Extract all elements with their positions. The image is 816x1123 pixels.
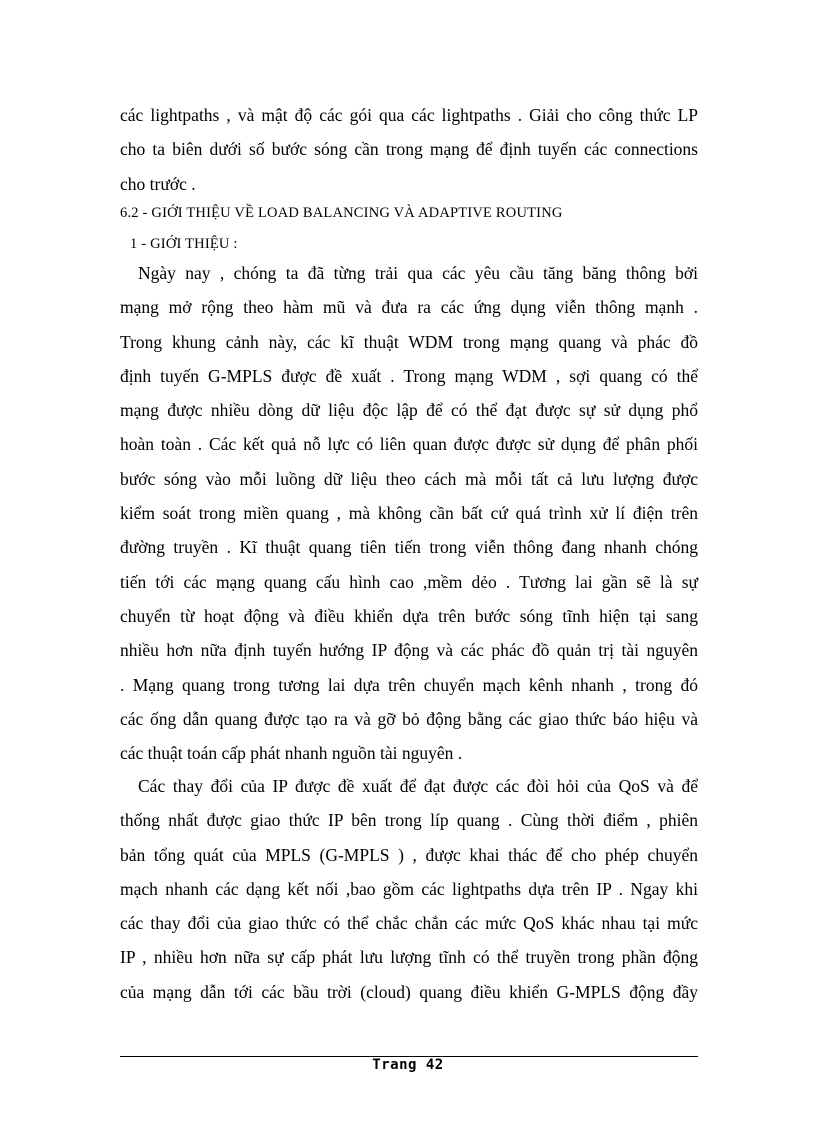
subsection-heading: 1 - GIỚI THIỆU :: [130, 236, 238, 252]
text-line: Ngày nay , chóng ta đã từng trải qua các yêu cầu tăng băng thông bởi: [138, 263, 698, 283]
text-line: Các thay đổi của IP được đề xuất để đạt được các đòi hỏi của QoS và để: [138, 776, 698, 796]
text-line: IP , nhiều hơn nữa sự cấp phát lưu lượng tĩnh có thể truyền trong phần động: [120, 947, 698, 968]
text-line: tiến tới các mạng quang cấu hình cao ,mềm dẻo . Tương lai gần sẽ là sự: [120, 571, 698, 592]
text-line: chuyển từ hoạt động và điều khiển dựa trên bước sóng tĩnh hiện tại sang: [120, 605, 698, 626]
text-line: mạch nhanh các dạng kết nối ,bao gồm các lightpaths dựa trên IP . Ngay khi: [120, 878, 698, 899]
text-line: . Mạng quang trong tương lai dựa trên chuyển mạch kênh nhanh , trong đó: [120, 674, 698, 695]
text-line: của mạng dẫn tới các bầu trời (cloud) quang điều khiển G-MPLS động đầy: [120, 981, 698, 1002]
text-line: bản tổng quát của MPLS (G-MPLS ) , được khai thác để cho phép chuyển: [120, 844, 698, 865]
text-line: các lightpaths , và mật độ các gói qua các lightpaths . Giải cho công thức LP: [120, 105, 698, 125]
section-heading: 6.2 - GIỚI THIỆU VỀ LOAD BALANCING VÀ ADAPTIVE ROUTING: [120, 205, 563, 221]
text-line: cho ta biên dưới số bước sóng cần trong mạng để định tuyến các connections: [120, 139, 698, 160]
text-line: bước sóng vào mỗi luồng dữ liệu theo cách mà mỗi tất cả lưu lượng được: [120, 468, 698, 489]
text-line: đường truyền . Kĩ thuật quang tiên tiến trong viễn thông đang nhanh chóng: [120, 537, 698, 558]
text-line: các thuật toán cấp phát nhanh nguồn tài nguyên .: [120, 743, 463, 764]
text-line: hoàn toàn . Các kết quả nỗ lực có liên quan được được sử dụng để phân phối: [120, 434, 698, 455]
text-line: Trong khung cảnh này, các kĩ thuật WDM trong mạng quang và phác đồ: [120, 331, 698, 352]
paragraph-introduction: [120, 256, 698, 770]
text-line: cho trước .: [120, 173, 196, 194]
text-line: các ống dẫn quang được tạo ra và gỡ bỏ động bằng các giao thức báo hiệu và: [120, 708, 698, 729]
intro-paragraph: [120, 98, 698, 201]
text-line: thống nhất được giao thức IP bên trong líp quang . Cùng thời điểm , phiên: [120, 810, 698, 831]
text-line: nhiều hơn nữa định tuyến hướng IP động và các phác đồ quản trị tài nguyên: [120, 640, 698, 661]
text-line: định tuyến G-MPLS được đề xuất . Trong mạng WDM , sợi quang có thể: [120, 365, 698, 386]
text-line: kiểm soát trong miền quang , mà không cần bất cứ quá trình xử lí điện trên: [120, 503, 698, 524]
page-number: Trang 42: [372, 1057, 444, 1073]
text-line: mạng được nhiều dòng dữ liệu độc lập để có thể đạt được sự sử dụng phổ: [120, 400, 698, 421]
text-line: mạng mở rộng theo hàm mũ và đưa ra các ứng dụng viễn thông mạnh .: [120, 297, 698, 318]
text-line: các thay đổi của giao thức có thể chắc chắn các mức QoS khác nhau tại mức: [120, 913, 698, 934]
paragraph-ip-changes: [120, 769, 698, 1009]
